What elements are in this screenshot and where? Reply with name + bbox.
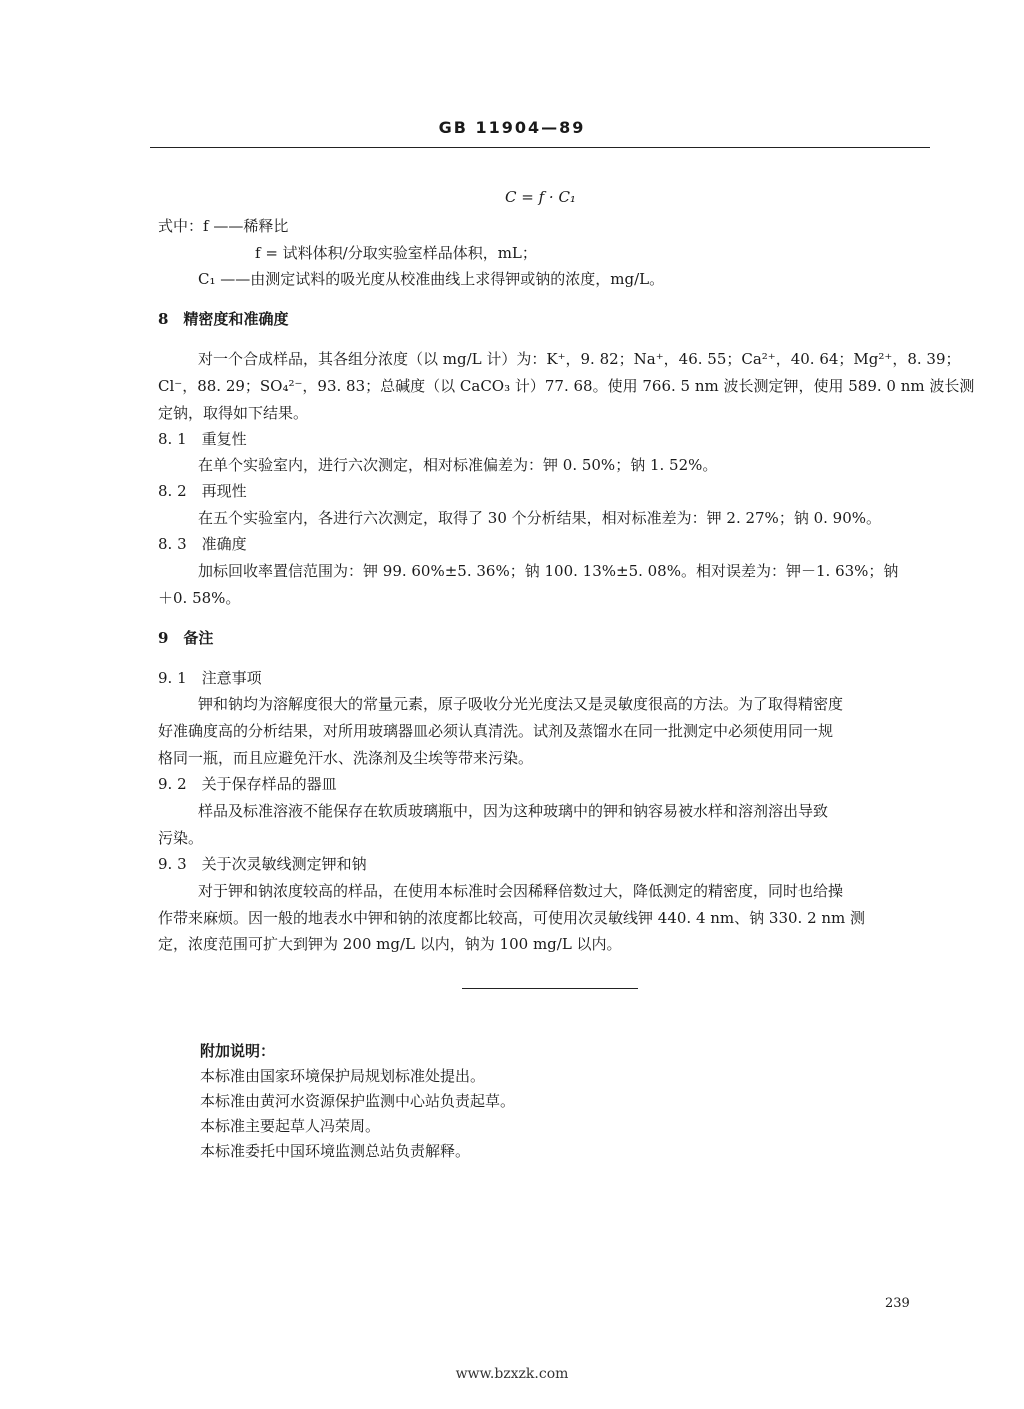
standard-code-header: GB 11904—89: [438, 118, 586, 137]
note-line: 本标准委托中国环境监测总站负责解释。: [200, 1142, 471, 1160]
section-separator: [462, 988, 638, 989]
subsection-8-3-heading: 8. 3 准确度: [158, 535, 247, 553]
paragraph-line: 对于钾和钠浓度较高的样品，在使用本标准时会因稀释倍数过大，降低测定的精密度，同时也给操: [198, 882, 844, 900]
note-line: 本标准由黄河水资源保护监测中心站负责起草。: [200, 1092, 516, 1110]
additional-notes-title: 附加说明：: [200, 1042, 276, 1060]
paragraph-line: 定钠，取得如下结果。: [158, 404, 309, 422]
subsection-9-3-heading: 9. 3 关于次灵敏线测定钾和钠: [158, 855, 367, 873]
paragraph-line: 在单个实验室内，进行六次测定，相对标准偏差为：钾 0. 50%；钠 1. 52%。: [198, 456, 718, 474]
paragraph-line: 格同一瓶，而且应避免汗水、洗涤剂及尘埃等带来污染。: [158, 749, 534, 767]
definition-line: C₁ ——由测定试料的吸光度从校准曲线上求得钾或钠的浓度，mg/L。: [198, 270, 665, 288]
formula: C = f · C₁: [505, 188, 576, 206]
subsection-9-2-heading: 9. 2 关于保存样品的器皿: [158, 775, 337, 793]
paragraph-line: 钾和钠均为溶解度很大的常量元素，原子吸收分光光度法又是灵敏度很高的方法。为了取得精密度: [198, 695, 844, 713]
paragraph-line: ＋0. 58%。: [158, 589, 241, 607]
paragraph-line: 加标回收率置信范围为：钾 99. 60%±5. 36%；钠 100. 13%±5. 08%。相对误差为：钾－1. 63%；钠: [198, 562, 899, 580]
section-8-heading: 8 精密度和准确度: [158, 310, 289, 328]
page-number: 239: [885, 1296, 910, 1311]
header-divider: [150, 147, 930, 148]
paragraph-line: 样品及标准溶液不能保存在软质玻璃瓶中，因为这种玻璃中的钾和钠容易被水样和溶剂溶出导致: [198, 802, 829, 820]
paragraph-line: 对一个合成样品，其各组分浓度（以 mg/L 计）为：K⁺，9. 82；Na⁺，46. 55；Ca²⁺，40. 64；Mg²⁺，8. 39；: [198, 350, 961, 368]
paragraph-line: 在五个实验室内，各进行六次测定，取得了 30 个分析结果，相对标准差为：钾 2. 27%；钠 0. 90%。: [198, 509, 882, 527]
note-line: 本标准由国家环境保护局规划标准处提出。: [200, 1067, 486, 1085]
note-line: 本标准主要起草人冯荣周。: [200, 1117, 381, 1135]
paragraph-line: 定，浓度范围可扩大到钾为 200 mg/L 以内，钠为 100 mg/L 以内。: [158, 935, 622, 953]
paragraph-line: Cl⁻，88. 29；SO₄²⁻，93. 83；总碱度（以 CaCO₃ 计）77. 68。使用 766. 5 nm 波长测定钾，使用 589. 0 nm 波长测: [158, 377, 975, 395]
definition-line: 式中：f ——稀释比: [158, 217, 289, 235]
subsection-8-2-heading: 8. 2 再现性: [158, 482, 247, 500]
definition-line: f = 试料体积/分取实验室样品体积，mL；: [255, 244, 537, 262]
paragraph-line: 好准确度高的分析结果，对所用玻璃器皿必须认真清洗。试剂及蒸馏水在同一批测定中必须使用同一规: [158, 722, 834, 740]
subsection-9-1-heading: 9. 1 注意事项: [158, 669, 262, 687]
section-9-heading: 9 备注: [158, 629, 214, 647]
subsection-8-1-heading: 8. 1 重复性: [158, 430, 247, 448]
paragraph-line: 污染。: [158, 829, 204, 847]
footer-url: www.bzxzk.com: [455, 1366, 569, 1382]
paragraph-line: 作带来麻烦。因一般的地表水中钾和钠的浓度都比较高，可使用次灵敏线钾 440. 4 nm、钠 330. 2 nm 测: [158, 909, 866, 927]
